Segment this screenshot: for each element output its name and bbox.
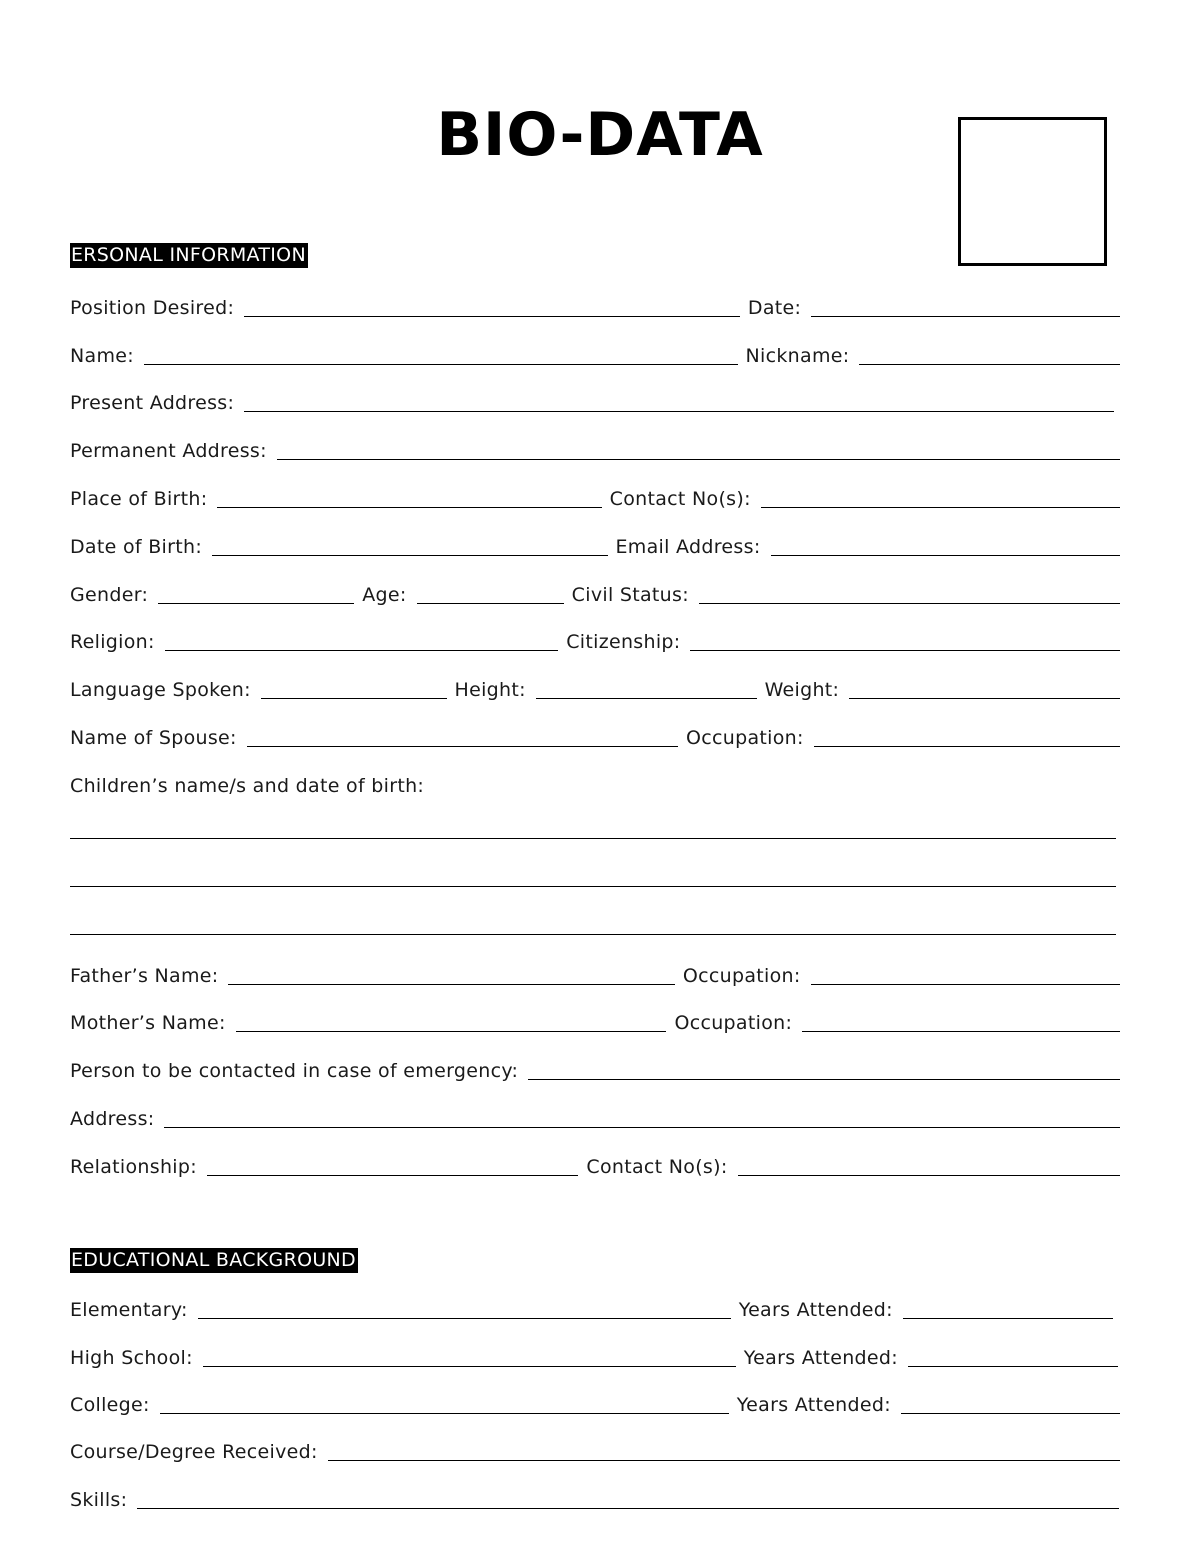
input-elementary[interactable] xyxy=(198,1318,731,1319)
input-emergency-contact-no[interactable] xyxy=(738,1175,1120,1176)
input-gender[interactable] xyxy=(158,603,354,604)
input-nickname[interactable] xyxy=(859,364,1120,365)
row-high-school xyxy=(70,1340,1126,1370)
row-father xyxy=(70,958,1128,988)
row-skills xyxy=(70,1482,1127,1512)
row-gender-age-civil-status xyxy=(70,577,1128,607)
input-children-line-2[interactable] xyxy=(70,886,1116,887)
label-height: Height: xyxy=(454,679,526,701)
input-college-years[interactable] xyxy=(901,1413,1120,1414)
input-fathers-name[interactable] xyxy=(228,984,674,985)
input-weight[interactable] xyxy=(849,698,1120,699)
page-title: BIO-DATA xyxy=(436,100,764,170)
row-relationship-contact xyxy=(70,1149,1128,1179)
row-name-nickname xyxy=(70,338,1128,368)
input-mother-occupation[interactable] xyxy=(802,1031,1120,1032)
input-elementary-years[interactable] xyxy=(903,1318,1113,1319)
label-father-occupation: Occupation: xyxy=(682,965,801,987)
input-spouse-occupation[interactable] xyxy=(814,746,1120,747)
input-name[interactable] xyxy=(144,364,738,365)
input-email-address[interactable] xyxy=(771,555,1120,556)
row-present-address xyxy=(70,385,1122,415)
row-mother xyxy=(70,1005,1128,1035)
input-address[interactable] xyxy=(164,1127,1120,1128)
label-gender: Gender: xyxy=(70,584,149,606)
label-date: Date: xyxy=(747,297,802,319)
row-college xyxy=(70,1387,1128,1417)
label-place-of-birth: Place of Birth: xyxy=(70,488,208,510)
row-language-height-weight xyxy=(70,672,1128,702)
label-weight: Weight: xyxy=(764,679,840,701)
input-civil-status[interactable] xyxy=(699,603,1120,604)
label-mothers-name: Mother’s Name: xyxy=(70,1012,226,1034)
input-college[interactable] xyxy=(160,1413,729,1414)
row-emergency-contact xyxy=(70,1053,1128,1083)
row-children xyxy=(70,768,434,798)
input-emergency-person[interactable] xyxy=(528,1079,1120,1080)
input-age[interactable] xyxy=(417,603,564,604)
input-father-occupation[interactable] xyxy=(811,984,1120,985)
label-nickname: Nickname: xyxy=(745,345,850,367)
photo-placeholder-box[interactable] xyxy=(958,117,1107,266)
label-relationship: Relationship: xyxy=(70,1156,197,1178)
label-present-address: Present Address: xyxy=(70,392,235,414)
row-course-degree xyxy=(70,1434,1128,1464)
row-permanent-address xyxy=(70,433,1128,463)
label-address: Address: xyxy=(70,1108,155,1130)
label-civil-status: Civil Status: xyxy=(571,584,689,606)
label-age: Age: xyxy=(362,584,407,606)
input-relationship[interactable] xyxy=(207,1175,578,1176)
label-name-of-spouse: Name of Spouse: xyxy=(70,727,237,749)
label-position-desired: Position Desired: xyxy=(70,297,235,319)
input-high-school-years[interactable] xyxy=(908,1366,1118,1367)
label-religion: Religion: xyxy=(70,631,155,653)
label-fathers-name: Father’s Name: xyxy=(70,965,219,987)
row-emergency-address xyxy=(70,1101,1128,1131)
input-children-line-1[interactable] xyxy=(70,838,1116,839)
input-date[interactable] xyxy=(811,316,1120,317)
input-height[interactable] xyxy=(536,698,757,699)
section-header-personal-information: ERSONAL INFORMATION xyxy=(71,244,306,266)
label-language-spoken: Language Spoken: xyxy=(70,679,251,701)
label-permanent-address: Permanent Address: xyxy=(70,440,267,462)
input-religion[interactable] xyxy=(165,650,559,651)
input-permanent-address[interactable] xyxy=(277,459,1120,460)
input-name-of-spouse[interactable] xyxy=(247,746,678,747)
label-mother-occupation: Occupation: xyxy=(674,1012,793,1034)
label-skills: Skills: xyxy=(70,1489,128,1511)
label-citizenship: Citizenship: xyxy=(566,631,681,653)
label-date-of-birth: Date of Birth: xyxy=(70,536,203,558)
label-contact-no: Contact No(s): xyxy=(609,488,751,510)
input-language-spoken[interactable] xyxy=(261,698,447,699)
label-high-school-years: Years Attended: xyxy=(743,1347,898,1369)
input-present-address[interactable] xyxy=(244,411,1114,412)
label-name: Name: xyxy=(70,345,134,367)
input-contact-no[interactable] xyxy=(761,507,1120,508)
label-college: College: xyxy=(70,1394,150,1416)
row-position-date xyxy=(70,290,1128,320)
label-spouse-occupation: Occupation: xyxy=(686,727,804,749)
label-emergency-person: Person to be contacted in case of emergency: xyxy=(70,1060,519,1082)
input-position-desired[interactable] xyxy=(244,316,740,317)
input-course-degree[interactable] xyxy=(328,1460,1120,1461)
label-elementary: Elementary: xyxy=(70,1299,188,1321)
label-high-school: High School: xyxy=(70,1347,193,1369)
section-header-educational-background: EDUCATIONAL BACKGROUND xyxy=(71,1249,356,1271)
label-children: Children’s name/s and date of birth: xyxy=(70,775,425,797)
input-children-line-3[interactable] xyxy=(70,934,1116,935)
input-mothers-name[interactable] xyxy=(236,1031,667,1032)
input-high-school[interactable] xyxy=(203,1366,736,1367)
row-date-of-birth-email xyxy=(70,529,1128,559)
input-date-of-birth[interactable] xyxy=(212,555,607,556)
input-citizenship[interactable] xyxy=(690,650,1120,651)
label-college-years: Years Attended: xyxy=(736,1394,891,1416)
label-email-address: Email Address: xyxy=(615,536,761,558)
label-course-degree: Course/Degree Received: xyxy=(70,1441,318,1463)
label-elementary-years: Years Attended: xyxy=(738,1299,893,1321)
row-spouse-occupation xyxy=(70,720,1128,750)
label-emergency-contact-no: Contact No(s): xyxy=(586,1156,728,1178)
input-skills[interactable] xyxy=(137,1508,1119,1509)
row-place-of-birth-contact xyxy=(70,481,1128,511)
row-elementary xyxy=(70,1292,1121,1322)
input-place-of-birth[interactable] xyxy=(217,507,601,508)
row-religion-citizenship xyxy=(70,624,1128,654)
